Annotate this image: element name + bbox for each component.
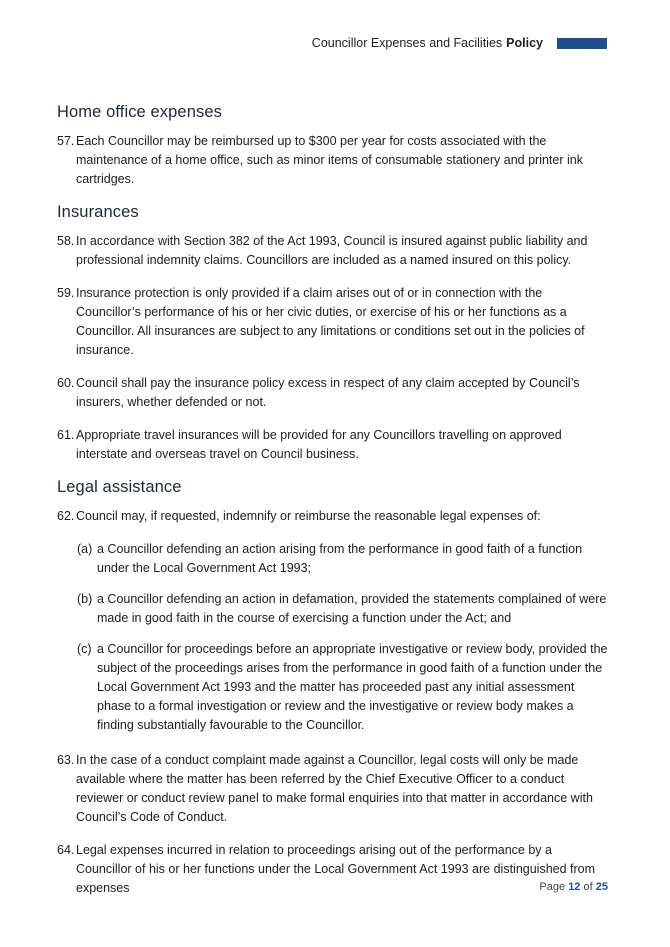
clause-59: [57, 284, 610, 360]
subclause-text: a Councillor for proceedings before an appropriate investigative or review body, provided the subject of the proceedings arises from the performance in good faith of a function under the Local Government Act 1993 and the matter has proceeded past any initial assessment phase to a formal investigation or review and the investigative or review body makes a finding substantially favourable to the Councillor.: [97, 642, 608, 732]
page-label: Page: [539, 881, 566, 893]
subclause-c: [77, 640, 610, 735]
subclause-a: [77, 540, 610, 578]
header-title-bold: Policy: [506, 36, 543, 50]
clause-text: Legal expenses incurred in relation to proceedings arising out of the performance by a Councillor of his or her functions under the Local Government Act 1993 are distinguished from expenses: [76, 843, 596, 895]
page-number: 12: [568, 881, 581, 893]
subclause-text: a Councillor defending an action in defamation, provided the statements complained of were made in good faith in the course of exercising a function under the Act; and: [97, 592, 607, 625]
clause-58: [57, 232, 610, 270]
clause-57: [57, 132, 610, 189]
clause-number: 64.: [57, 843, 75, 857]
clause-number: 62.: [57, 509, 75, 523]
subclause-letter: (b): [77, 592, 93, 606]
clause-number: 61.: [57, 428, 75, 442]
clause-number: 57.: [57, 134, 75, 148]
subclause-text: a Councillor defending an action arising from the performance in good faith of a function under the Local Government Act 1993;: [97, 542, 583, 575]
clause-number: 58.: [57, 234, 75, 248]
clause-text: Council may, if requested, indemnify or reimburse the reasonable legal expenses of:: [76, 509, 541, 523]
subclause-letter: (c): [77, 642, 92, 656]
of-label: of: [583, 881, 593, 893]
subclause-b: [77, 590, 610, 628]
clause-number: 63.: [57, 753, 75, 767]
clause-text: Council shall pay the insurance policy excess in respect of any claim accepted by Council’s insurers, whether defended or not.: [76, 376, 580, 409]
page-header: [312, 36, 607, 50]
clause-text: Each Councillor may be reimbursed up to $300 per year for costs associated with the maintenance of a home office, such as minor items of consumable stationery and printer ink cartridges.: [76, 134, 583, 186]
clause-text: In the case of a conduct complaint made against a Councillor, legal costs will only be made available where the matter has been referred by the Chief Executive Officer to a conduct reviewer or conduct review panel to make formal enquiries into that matter in accordance with Council’s Code of Conduct.: [76, 753, 593, 824]
header-accent-bar: [557, 38, 607, 49]
heading-insurances: Insurances: [57, 203, 139, 221]
page-total: 25: [595, 881, 608, 893]
page-footer: [539, 881, 608, 893]
document-body: [57, 103, 610, 912]
clause-64: [57, 841, 610, 898]
subclause-letter: (a): [77, 542, 93, 556]
heading-legal-assistance: Legal assistance: [57, 478, 182, 496]
header-title: Councillor Expenses and Facilities: [311, 36, 503, 50]
clause-63: [57, 751, 610, 827]
clause-61: [57, 426, 610, 464]
clause-text: Appropriate travel insurances will be provided for any Councillors travelling on approved interstate and overseas travel on Council business.: [76, 428, 562, 461]
clause-text: In accordance with Section 382 of the Act 1993, Council is insured against public liability and professional indemnity claims. Councillors are included as a named insured on this policy.: [76, 234, 588, 267]
clause-number: 59.: [57, 286, 75, 300]
clause-60: [57, 374, 610, 412]
clause-62: [57, 507, 610, 526]
clause-number: 60.: [57, 376, 75, 390]
heading-home-office: Home office expenses: [57, 103, 222, 121]
clause-text: Insurance protection is only provided if a claim arises out of or in connection with the Councillor’s performance of his or her civic duties, or exercise of his or her functions as a Councillor. All insurances are subject to any limitations or conditions set out in the policies of insurance.: [76, 286, 585, 357]
